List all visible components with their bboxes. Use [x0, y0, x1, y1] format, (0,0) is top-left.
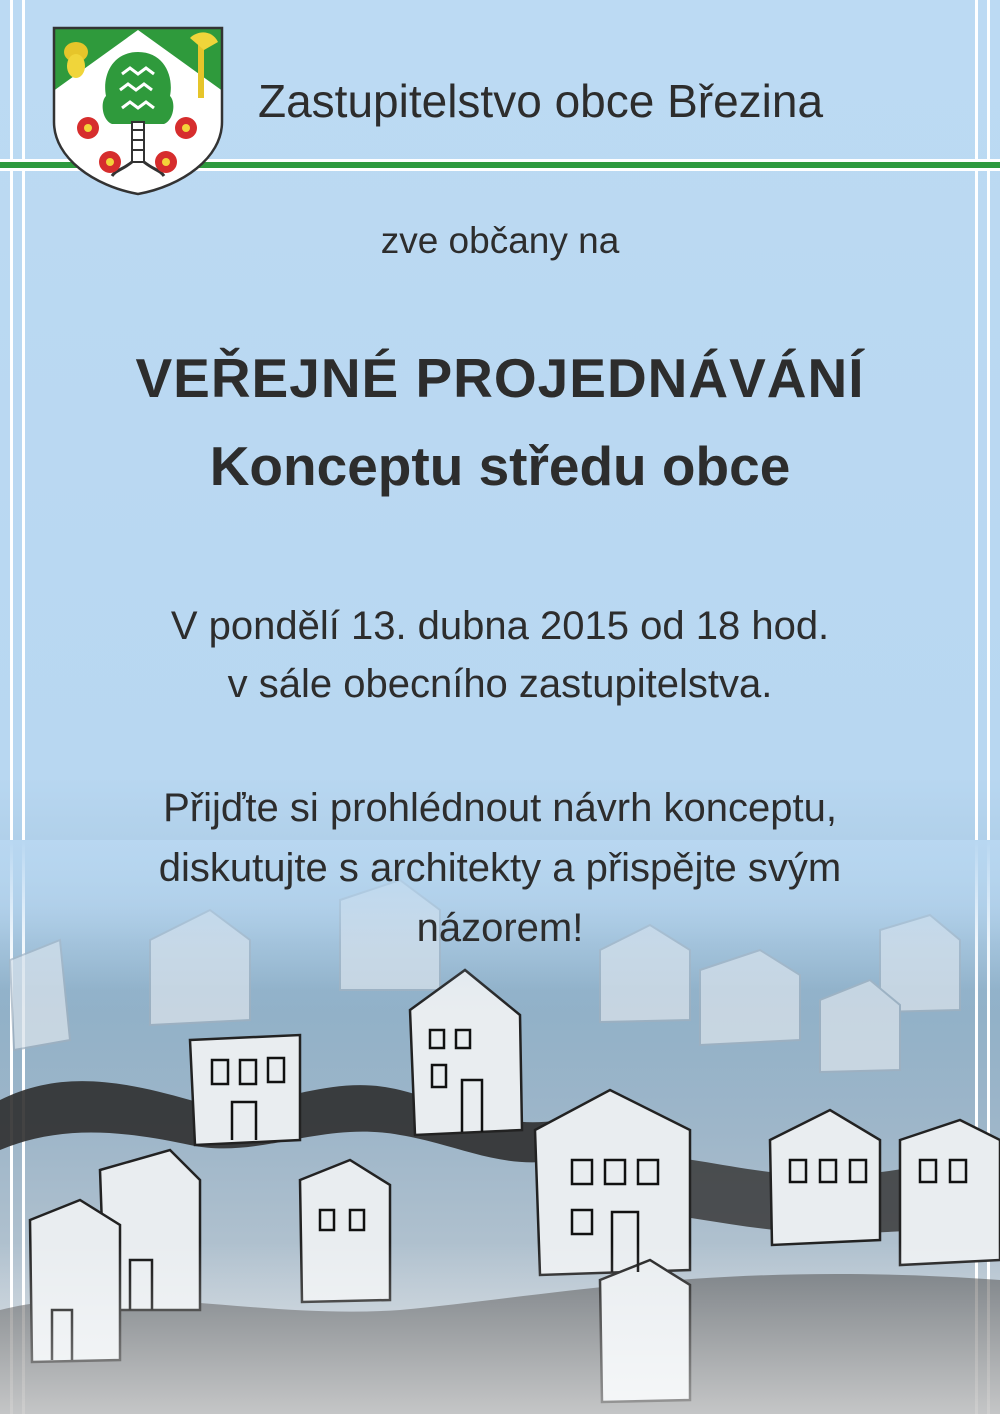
- event-date-line: V pondělí 13. dubna 2015 od 18 hod.: [170, 604, 830, 648]
- municipal-coat-of-arms-icon: [52, 26, 224, 196]
- event-place-line: v sále obecního zastupitelstva.: [227, 662, 773, 706]
- invite-text: zve občany na: [380, 220, 620, 261]
- headline-sub: Konceptu středu obce: [209, 435, 791, 497]
- headline-main: VEŘEJNÉ PROJEDNÁVÁNÍ: [135, 347, 865, 409]
- cta-line-2: diskutujte s architekty a přispějte svým: [158, 846, 842, 890]
- cta-line-1: Přijďte si prohlédnout návrh konceptu,: [163, 786, 837, 830]
- header-title: Zastupitelstvo obce Březina: [258, 75, 824, 127]
- cta-line-3: názorem!: [416, 906, 584, 950]
